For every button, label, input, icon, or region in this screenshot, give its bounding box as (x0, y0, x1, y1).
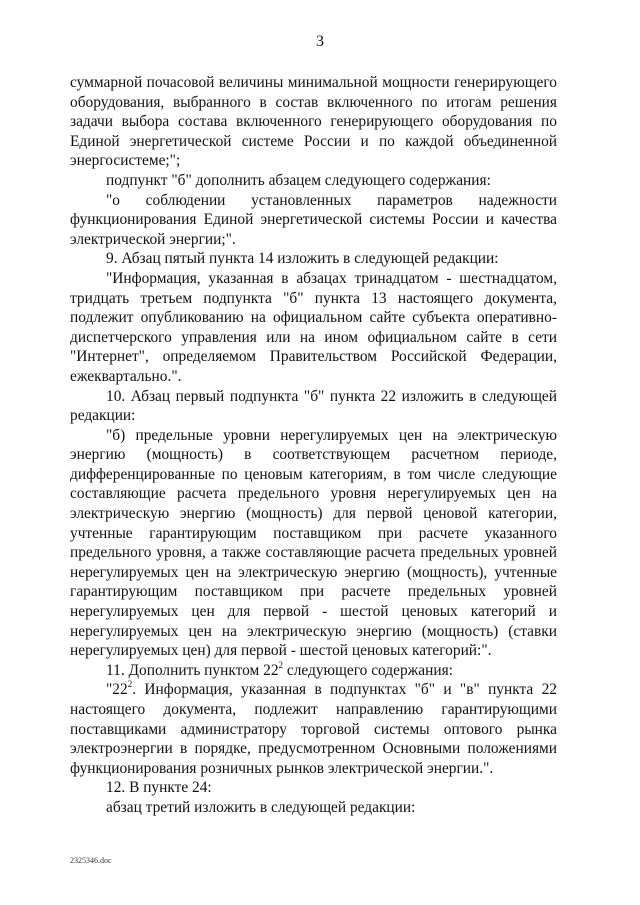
footer-doc-code: 2325346.doc (70, 856, 112, 865)
body-paragraph: абзац третий изложить в следующей редакции: (106, 798, 416, 816)
document-body (70, 73, 557, 818)
body-paragraph: 10. Абзац первый подпункта "б" пункта 22 изложить в следующей редакции: (70, 387, 557, 425)
superscript: 2 (127, 679, 133, 690)
body-paragraph: "б) предельные уровни нерегулируемых цен на электрическую энергию (мощность) в соответствующем расчетном периоде, дифференцированные по ценовым категориям, в том числе следующие составляющие расчета предельного уровня нерегулируемых цен на электрическую энергию (мощность) для первой ценовой категории, учтенные гарантирующим поставщиком при расчете указанного предельного уровня, а также составляющие расчета предельных уровней нерегулируемых цен на электрическую энергию (мощность), учтенные гарантирующим поставщиком при расчете предельных уровней нерегулируемых цен для первой - шестой ценовых категорий и нерегулируемых цен на электрическую энергию (мощность) (ставки нерегулируемых цен) для первой - шестой ценовых категорий:". (70, 426, 557, 660)
para11-text-after: следующего содержания: (283, 661, 453, 679)
para11-text-before: 11. Дополнить пунктом 22 (106, 661, 279, 679)
body-paragraph: "Информация, указанная в абзацах тринадцатом - шестнадцатом, тридцать третьем подпункта "б" пункта 13 настоящего документа, подлежит опубликованию на официальном сайте субъекта оперативно-диспетчерского управления или на ином официальном сайте в сети "Интернет", определяемом Правительством Российской Федерации, ежеквартально.". (70, 269, 557, 385)
superscript: 2 (278, 659, 284, 670)
quote-text-before: "22 (106, 681, 128, 699)
body-paragraph: подпункт "б" дополнить абзацем следующего содержания: (106, 171, 491, 189)
body-paragraph-11 (70, 661, 557, 681)
body-paragraph: 12. В пункте 24: (106, 779, 212, 797)
quote-text-after: . Информация, указанная в подпунктах "б" и "в" пункта 22 настоящего документа, подлежит направлению гарантирующими поставщиками администратору торговой системы оптового рынка электроэнергии в порядке, предусмотренном Основными положениями функционирования розничных рынков электрической энергии.". (70, 681, 557, 777)
page-number: 3 (316, 33, 324, 50)
body-paragraph: "о соблюдении установленных параметров надежности функционирования Единой энергетической системы России и качества электрической энергии;". (70, 191, 557, 248)
body-paragraph: 9. Абзац пятый пункта 14 изложить в следующей редакции: (106, 250, 499, 268)
body-paragraph: суммарной почасовой величины минимальной мощности генерирующего оборудования, выбранного в состав включенного по итогам решения задачи выбора состава включенного генерирующего оборудования по Единой энергетической системе России и по каждой объединенной энергосистеме;"; (70, 74, 557, 170)
body-paragraph-22-2 (70, 680, 557, 778)
